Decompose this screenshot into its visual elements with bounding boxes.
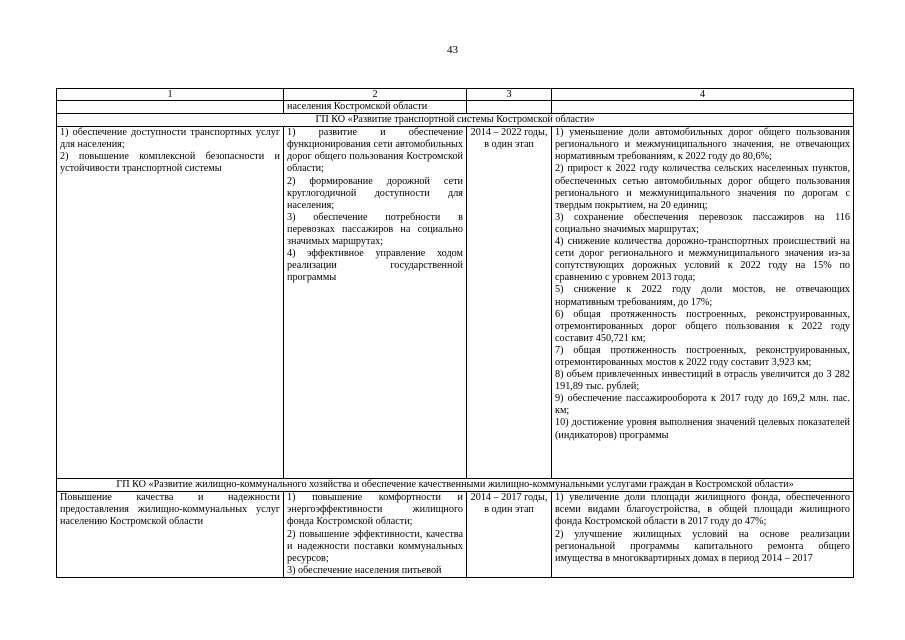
list-item: 2) прирост к 2022 году количества сельских населенных пунктов, обеспеченных сетью автомобильных дорог общего пользования регионального и межмуниципального значения по дорогам с твердым покрытием, на 20 единиц; [555,163,850,211]
list-item: 1) повышение комфортности и энергоэффективности жилищного фонда Костромской области; [287,492,463,528]
table-row [57,127,854,479]
continuation-cell-1 [57,101,284,114]
results-cell [552,127,854,479]
column-number-3: 3 [467,89,552,101]
list-item: 5) снижение к 2022 году доли мостов, не отвечающих нормативным требованиям, до 17%; [555,284,850,308]
column-number-1: 1 [57,89,284,101]
column-number-row [57,89,854,101]
list-item: 2) повышение эффективности, качества и надежности поставки коммунальных ресурсов; [287,528,463,564]
goals-cell [57,127,284,479]
tasks-cell [284,492,467,578]
goals-cell [57,492,284,578]
column-number-2: 2 [284,89,467,101]
list-item: Повышение качества и надежности предоставления жилищно-коммунальных услуг населению Костромской области [60,492,280,528]
period-cell: 2014 – 2022 годы, в один этап [467,127,552,479]
section-title-row [57,479,854,492]
list-item: 2) улучшение жилищных условий на основе реализации региональной программы капитального ремонта общего имущества в многоквартирных домах в период 2014 – 2017 [555,528,850,564]
section-title-row [57,114,854,127]
list-item: 1) увеличение доли площади жилищного фонда, обеспеченного всеми видами благоустройства, в общей площади жилищного фонда Костромской области в 2017 году до 47%; [555,492,850,528]
column-number-4: 4 [552,89,854,101]
list-item: 3) обеспечение населения питьевой [287,564,442,576]
section-title-housing: ГП КО «Развитие жилищно-коммунального хозяйства и обеспечение качественными жилищно-коммунальными услугами граждан в Костромской области» [57,479,854,492]
tasks-cell [284,127,467,479]
list-item: 10) достижение уровня выполнения значений целевых показателей (индикаторов) программы [555,417,850,441]
list-item: 8) объем привлеченных инвестиций в отрасль увеличится до 3 282 191,89 тыс. рублей; [555,369,850,393]
continuation-cell-3 [467,101,552,114]
list-item: 6) общая протяженность построенных, реконструированных, отремонтированных дорог общего пользования к 2022 году составит 450,721 км; [555,308,850,344]
section-title-transport: ГП КО «Развитие транспортной системы Костромской области» [57,114,854,127]
document-table [56,88,854,578]
list-item: 7) общая протяженность построенных, реконструированных, отремонтированных мостов к 2022 году составит 3,923 км; [555,344,850,368]
list-item: 2) повышение комплексной безопасности и устойчивости транспортной системы [60,151,280,175]
list-item: 9) обеспечение пассажирооборота к 2017 году до 169,2 млн. пас. км; [555,393,850,417]
table-row [57,492,854,578]
list-item: 4) эффективное управление ходом реализации государственной программы [287,248,463,284]
list-item: 3) обеспечение потребности в перевозках пассажиров на социально значимых маршрутах; [287,211,463,248]
list-item: 2) формирование дорожной сети круглогодичной доступности для населения; [287,175,463,211]
continuation-cell-4 [552,101,854,114]
list-item: 4) снижение количества дорожно-транспортных происшествий на сети дорог регионального и межмуниципального значения из-за сопутствующих дорожных условий к 2022 году на 15% по сравнению с уровнем 2013 года; [555,236,850,284]
continuation-cell-2: населения Костромской области [284,101,467,114]
list-item: 1) развитие и обеспечение функционирования сети автомобильных дорог общего пользования Костромской области; [287,127,463,175]
page-number: 43 [447,44,458,56]
continuation-row [57,101,854,114]
list-item: 1) уменьшение доли автомобильных дорог общего пользования регионального и межмуниципального значения, не отвечающих нормативным требованиям, к 2022 году до 80,6%; [555,127,850,163]
list-item: 3) сохранение обеспечения перевозок пассажиров на 116 социально значимых маршрутах; [555,211,850,235]
period-cell: 2014 – 2017 годы, в один этап [467,492,552,578]
list-item: 1) обеспечение доступности транспортных услуг для населения; [60,127,280,151]
results-cell [552,492,854,578]
